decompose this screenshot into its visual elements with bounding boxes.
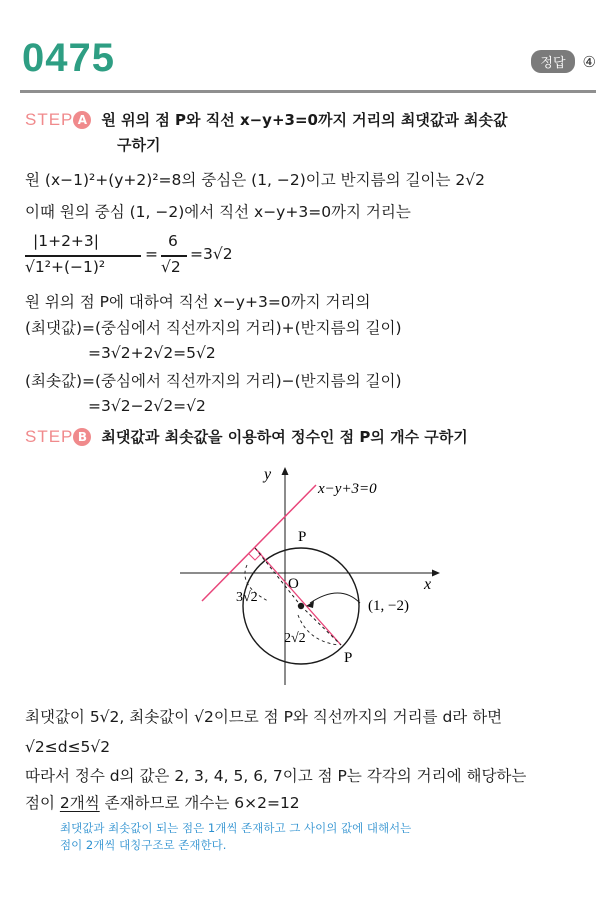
step-a-title-line2: 구하기: [117, 136, 161, 154]
distance-intro-line: 이때 원의 중심 (1, −2)에서 직선 x−y+3=0까지 거리는: [25, 203, 411, 221]
distance-result: =3√2: [190, 245, 233, 263]
line-label: x−y+3=0: [318, 481, 377, 497]
count-line-post: 존재하므로 개수는 6×2=12: [99, 794, 300, 812]
conclusion-line1: 최댓값이 5√2, 최솟값이 √2이므로 점 P와 직선까지의 거리를 d라 하면: [25, 708, 503, 726]
inequality-line: √2≤d≤5√2: [25, 738, 111, 756]
step-a-title: [25, 108, 508, 132]
step-b-title: [25, 425, 468, 449]
circle-center-line: 원 (x−1)²+(y+2)²=8의 중심은 (1, −2)이고 반지름의 길이는 2√2: [25, 171, 485, 189]
note-line2: 점이 2개씩 대칭구조로 존재한다.: [60, 838, 227, 852]
x-axis-arrow: [432, 570, 440, 577]
answer-value: ④: [582, 52, 596, 71]
integer-values-line: 따라서 정수 d의 값은 2, 3, 4, 5, 6, 7이고 점 P는 각각의 거리에 해당하는: [25, 767, 527, 785]
radius-label: 2√2: [284, 631, 306, 646]
max-value-line: =3√2+2√2=5√2: [88, 344, 216, 362]
min-definition-line: (최솟값)=(중심에서 직선까지의 거리)−(반지름의 길이): [25, 372, 402, 390]
distance-label: 3√2: [236, 590, 258, 605]
note-line1: 최댓값과 최솟값이 되는 점은 1개씩 존재하고 그 사이의 값에 대해서는: [60, 821, 412, 835]
frac2-numerator: 6: [168, 232, 178, 250]
center-pointer: [310, 593, 360, 603]
center-point: [298, 603, 304, 609]
point-distance-line: 원 위의 점 P에 대하여 직선 x−y+3=0까지 거리의: [25, 293, 371, 311]
frac2-denominator: √2: [161, 258, 181, 276]
answer-badge: 정답: [531, 50, 574, 73]
header-rule: [20, 90, 596, 93]
step-b-label: STEP: [25, 427, 74, 446]
min-value-line: =3√2−2√2=√2: [88, 397, 206, 415]
count-line: [25, 791, 300, 815]
two-each-underlined: 2개씩: [59, 794, 100, 812]
step-a-label: STEP: [25, 110, 74, 129]
step-a-title-line1: 원 위의 점 P와 직선 x−y+3=0까지 거리의 최댓값과 최솟값: [101, 111, 508, 129]
step-a-letter: A: [73, 111, 91, 129]
answer-box: [531, 50, 596, 73]
origin-label: O: [288, 576, 299, 592]
frac1-numerator: |1+2+3|: [33, 232, 100, 250]
frac2-bar: [161, 255, 187, 257]
point-p-bottom: P: [344, 650, 353, 666]
max-definition-line: (최댓값)=(중심에서 직선까지의 거리)+(반지름의 길이): [25, 319, 402, 337]
x-axis-label: x: [424, 576, 432, 593]
center-label: (1, −2): [368, 598, 409, 614]
circle-line-diagram: [160, 455, 460, 685]
point-p-top: P: [298, 529, 307, 545]
frac1-denominator: √1²+(−1)²: [25, 258, 106, 276]
step-b-title-text: 최댓값과 최솟값을 이용하여 정수인 점 P의 개수 구하기: [101, 428, 468, 446]
problem-number: 0475: [22, 36, 115, 80]
y-axis-arrow: [282, 467, 289, 475]
step-b-letter: B: [73, 428, 91, 446]
count-line-pre: 점이: [25, 794, 60, 812]
equals-1: =: [145, 245, 158, 263]
axes: [180, 467, 440, 685]
y-axis-label: y: [264, 466, 272, 483]
frac1-bar: [25, 255, 141, 257]
